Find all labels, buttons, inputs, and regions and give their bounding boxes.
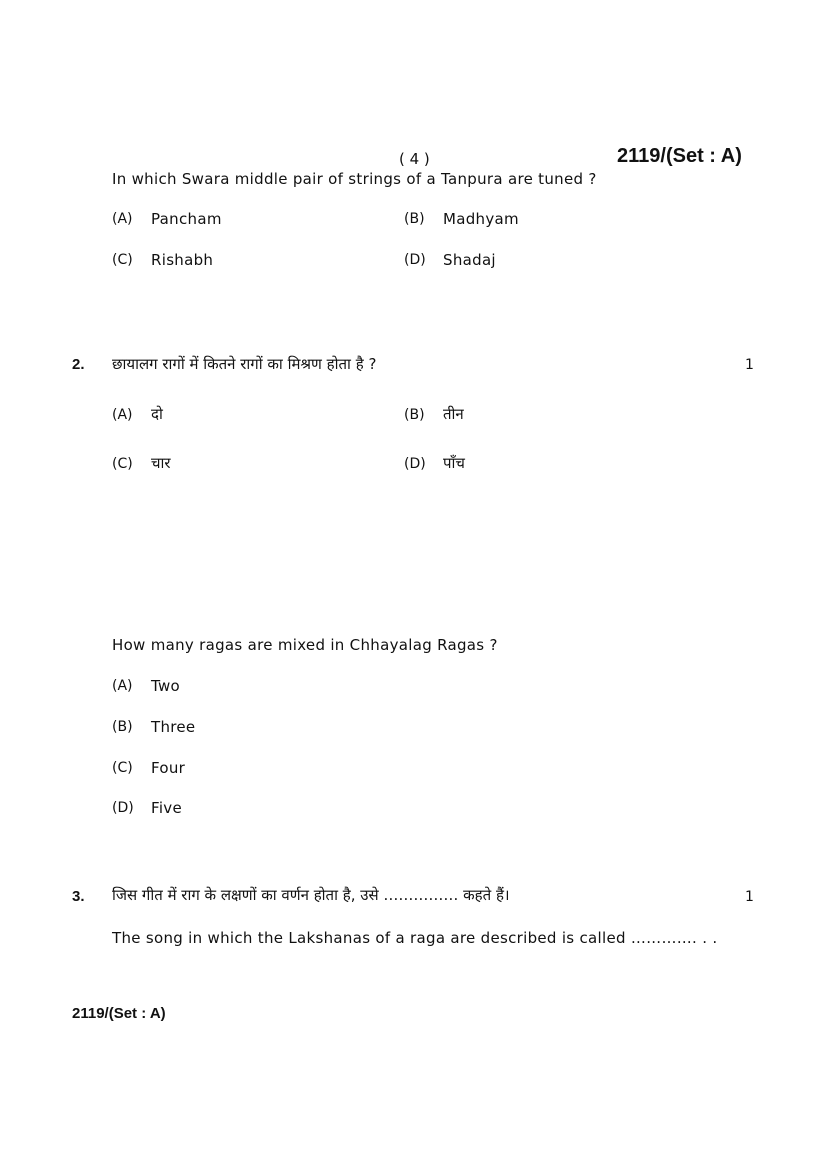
option-text: Five bbox=[151, 799, 183, 817]
q2-marks: 1 bbox=[745, 357, 754, 373]
option-text: Three bbox=[151, 718, 196, 736]
q3-number: 3. bbox=[72, 888, 85, 905]
option-label: (A) bbox=[112, 211, 133, 227]
option-label: (B) bbox=[112, 719, 133, 735]
option-text: Rishabh bbox=[151, 251, 214, 269]
q3-marks: 1 bbox=[745, 889, 754, 905]
option-text: Pancham bbox=[151, 210, 222, 228]
option-text: तीन bbox=[443, 405, 464, 423]
option-label: (B) bbox=[404, 407, 425, 423]
option-text: Four bbox=[151, 759, 186, 777]
option-label: (D) bbox=[112, 800, 134, 816]
option-label: (C) bbox=[112, 456, 133, 472]
option-text: Madhyam bbox=[443, 210, 519, 228]
q2-english-question: How many ragas are mixed in Chhayalag Ragas ? bbox=[112, 636, 498, 654]
option-label: (C) bbox=[112, 252, 133, 268]
option-label: (B) bbox=[404, 211, 425, 227]
option-label: (A) bbox=[112, 407, 133, 423]
option-label: (D) bbox=[404, 456, 426, 472]
q1-english-question: In which Swara middle pair of strings of a Tanpura are tuned ? bbox=[112, 170, 597, 188]
option-label: (A) bbox=[112, 678, 133, 694]
page-number: ( 4 ) bbox=[399, 150, 430, 168]
q2-number: 2. bbox=[72, 356, 85, 373]
option-label: (D) bbox=[404, 252, 426, 268]
paper-code-footer: 2119/(Set : A) bbox=[72, 1005, 166, 1022]
q3-hindi-question: जिस गीत में राग के लक्षणों का वर्णन होता है, उसे …………… कहते हैं। bbox=[112, 886, 510, 904]
option-text: Shadaj bbox=[443, 251, 496, 269]
option-label: (C) bbox=[112, 760, 133, 776]
option-text: दो bbox=[151, 405, 163, 423]
q2-hindi-question: छायालग रागों में कितने रागों का मिश्रण होता है ? bbox=[112, 355, 377, 373]
paper-code-header: 2119/(Set : A) bbox=[617, 145, 742, 167]
option-text: पाँच bbox=[443, 454, 465, 472]
q3-english-question: The song in which the Lakshanas of a raga are described is called …………. . . bbox=[112, 929, 718, 947]
option-text: चार bbox=[151, 454, 171, 472]
option-text: Two bbox=[151, 677, 181, 695]
